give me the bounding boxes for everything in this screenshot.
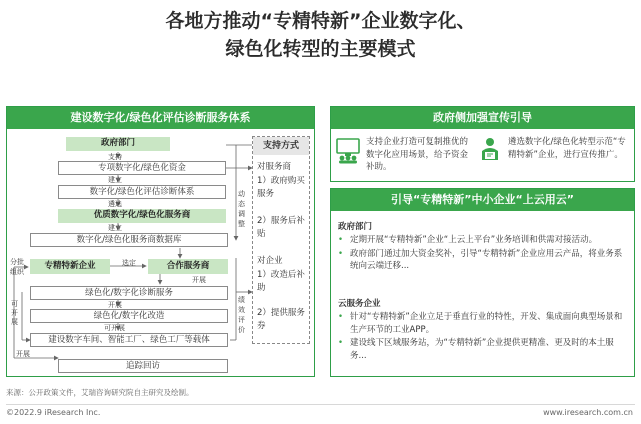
can-carry-2: 开 (11, 309, 18, 317)
gov-item-text-2: 政府部门通过加大资金奖补，引导“专精特新”企业应用云产品，将业务系统向云端迁移... (350, 248, 623, 271)
support-method-title: 支持方式 (253, 137, 309, 155)
follow-up-box: 追踪回访 (58, 359, 228, 373)
cloud-item-2 (338, 337, 628, 362)
eval-system-box: 数字化/绿色化评估诊断体系 (58, 185, 226, 199)
support-label: 支持 (108, 153, 122, 161)
carry-out-label-3: 开展 (16, 350, 30, 358)
page-title-line2: 绿色化转型的主要模式 (225, 38, 416, 60)
sme-box: 专精特新企业 (30, 259, 110, 274)
right-top-item-2: 遴选数字化/绿色化转型示范“专精特新”企业，进行宣传推广。 (508, 137, 626, 160)
improve-subsidy-label: 1）改造后补助 (257, 270, 305, 293)
workshop-build-box: 建设数字车间、智能工厂、绿色工厂等载体 (30, 333, 228, 347)
gov-item-2 (338, 248, 628, 273)
screen-users-icon (334, 136, 362, 164)
voucher-label: 2）提供服务券 (257, 308, 305, 331)
dynamic-adjust-1: 动 (238, 190, 245, 198)
to-provider-label: 对服务商 (257, 162, 292, 172)
quality-provider-box: 优质数字化/绿色化服务商 (58, 209, 226, 223)
carry-out-label-2: 开展 (108, 301, 122, 309)
gov-items-list (338, 234, 628, 273)
performance-eval-2: 效 (238, 306, 245, 314)
can-carry-1: 可 (11, 300, 18, 308)
special-fund-box: 专项数字化/绿色化资金 (58, 161, 226, 175)
page-title-line1: 各地方推动“专精特新”企业数字化、 (165, 10, 476, 32)
to-enterprise-label: 对企业 (257, 256, 283, 266)
cloud-item-text-2: 建设线下区域服务站，为“专精特新”企业提供更精准、更及时的本土服务... (350, 338, 614, 361)
diagnosis-service-box: 绿色化/数字化诊断服务 (30, 286, 228, 300)
cloud-item-1 (338, 311, 628, 336)
select-label-1: 遴选 (108, 200, 122, 208)
cloud-item-text-1: 针对“专精特新”企业立足于垂直行业的特性，开发、集成面向典型场景和生产环节的工业APP。 (350, 312, 623, 335)
performance-eval-1: 绩 (238, 296, 245, 304)
right-top-header: 政府侧加强宣传引导 (331, 107, 634, 129)
dynamic-adjust-2: 态 (238, 200, 245, 208)
partner-box: 合作服务商 (148, 259, 228, 274)
performance-eval-3: 评 (238, 316, 245, 324)
build-label-2: 建立 (108, 224, 122, 232)
can-carry-3: 展 (11, 318, 18, 326)
bullet-icon: • (338, 248, 344, 259)
gov-item-1 (338, 234, 628, 247)
select-label-2: 选定 (122, 259, 136, 267)
performance-eval-4: 价 (238, 326, 245, 334)
can-carry-label-2: 可开展 (104, 324, 125, 332)
left-panel-header: 建设数字化/绿色化评估诊断服务体系 (7, 107, 314, 129)
batch-label-1: 分批 (10, 258, 24, 266)
gov-item-text-1: 定期开展“专精特新”企业“上云上平台”业务培训和供需对接活动。 (350, 235, 598, 245)
gov-dept-box: 政府部门 (66, 137, 170, 151)
footer-divider (6, 404, 635, 405)
dynamic-adjust-3: 调 (238, 210, 245, 218)
bullet-icon: • (338, 312, 344, 322)
bullet-icon: • (338, 338, 344, 348)
website-link[interactable]: www.iresearch.com.cn (543, 408, 633, 417)
post-subsidy-label: 2）服务后补贴 (257, 216, 305, 239)
copyright: ©2022.9 iResearch Inc. (6, 408, 101, 417)
gov-section-title: 政府部门 (338, 222, 373, 232)
build-label-1: 建立 (108, 176, 122, 184)
transform-box: 绿色化/数字化改造 (30, 309, 228, 323)
cloud-section-title: 云服务企业 (338, 299, 381, 309)
provider-database-box: 数字化/绿色化服务商数据库 (30, 233, 228, 247)
bullet-icon: • (338, 235, 344, 245)
source-note: 来源：公开政策文件，艾瑞咨询研究院自主研究及绘制。 (6, 388, 194, 397)
person-award-icon (476, 136, 504, 164)
dynamic-adjust-4: 整 (238, 220, 245, 228)
right-top-item-1: 支持企业打造可复制推优的数字化应用场景，给予资金补助。 (366, 137, 469, 172)
cloud-items-list (338, 311, 628, 362)
carry-out-label: 开展 (192, 276, 206, 284)
batch-label-2: 组织 (10, 268, 24, 276)
gov-buy-label: 1）政府购买服务 (257, 176, 305, 199)
right-bottom-header: 引导“专精特新”中小企业“上云用云” (331, 189, 634, 211)
support-method-panel (252, 136, 310, 344)
